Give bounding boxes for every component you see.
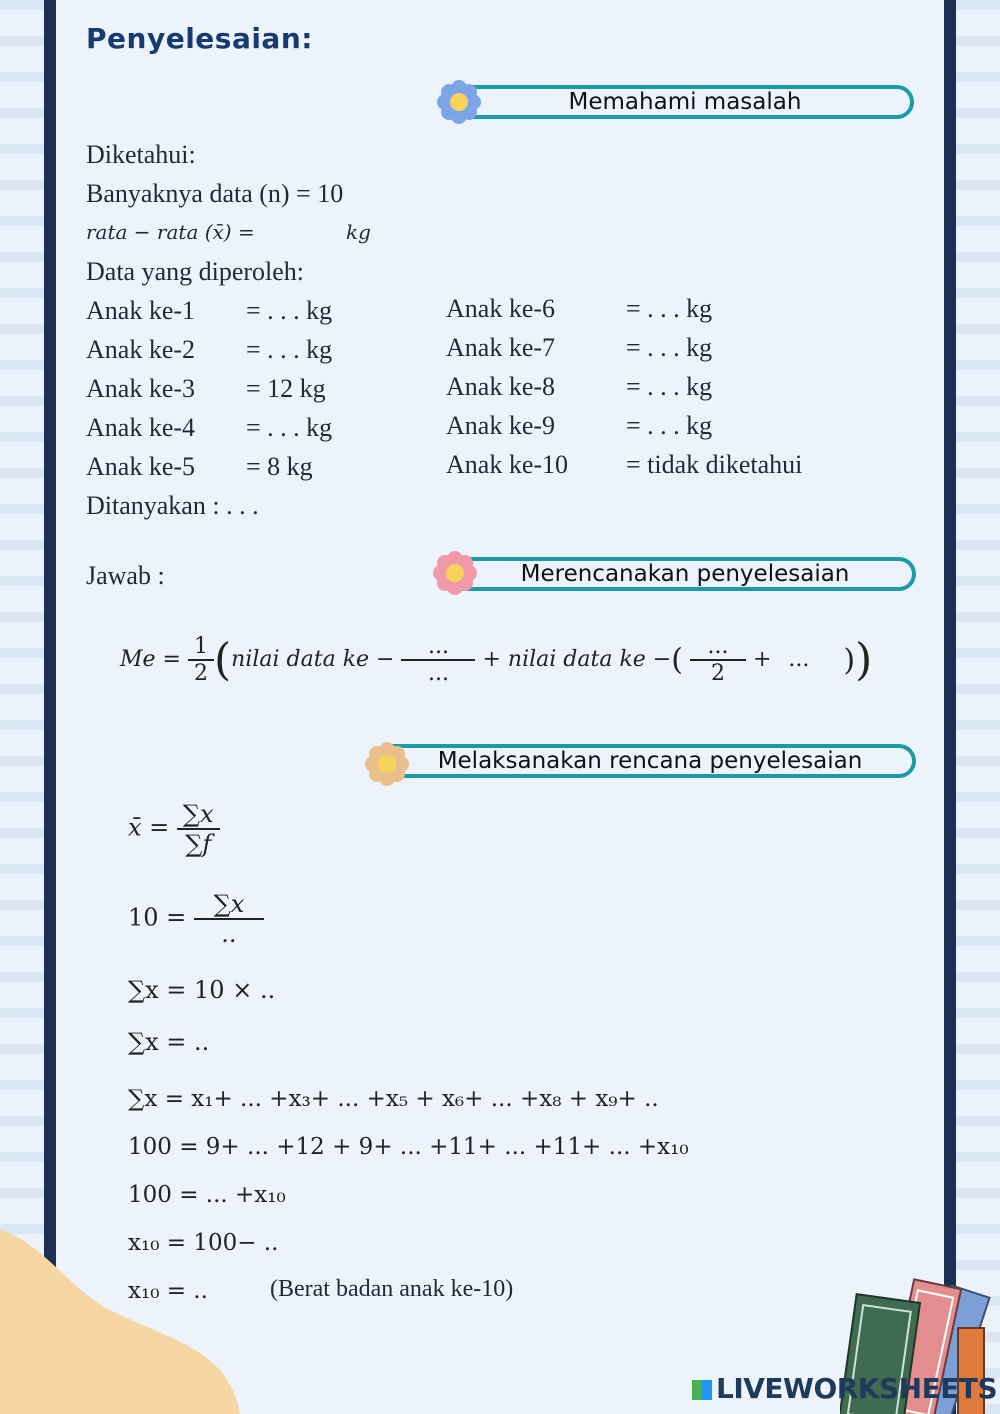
step-9: x₁₀ = .. bbox=[128, 1278, 208, 1304]
step2-num: ∑x bbox=[194, 890, 264, 920]
mean-unit: kg bbox=[346, 220, 371, 244]
mean-line: rata − rata (x̄) = bbox=[86, 220, 255, 244]
banner-plan-label: Merencanakan penyelesaian bbox=[520, 561, 850, 587]
child-name: Anak ke-7 bbox=[446, 333, 556, 362]
child-value: = . . . kg bbox=[246, 296, 333, 325]
child-value: = . . . kg bbox=[246, 413, 333, 442]
frac1 bbox=[401, 634, 475, 686]
formula-plus2: + bbox=[752, 647, 772, 672]
child-value: = . . . kg bbox=[626, 333, 713, 362]
child-name: Anak ke-8 bbox=[446, 372, 556, 401]
formula-lhs: Me = bbox=[120, 647, 181, 672]
data-label: Data yang diperoleh: bbox=[86, 257, 305, 286]
child-name: Anak ke-3 bbox=[86, 374, 196, 403]
child-name: Anak ke-5 bbox=[86, 452, 196, 481]
frac2-den: 2 bbox=[710, 661, 725, 686]
asked-line: Ditanyakan : . . . bbox=[86, 491, 259, 520]
child-value: = tidak diketahui bbox=[626, 450, 803, 479]
peach-flower-icon bbox=[364, 741, 410, 787]
child-value: = . . . kg bbox=[626, 372, 713, 401]
blue-flower-icon bbox=[436, 79, 482, 125]
child-name: Anak ke-6 bbox=[446, 294, 556, 323]
half-fraction bbox=[188, 634, 214, 686]
step-4: ∑x = .. bbox=[128, 1028, 210, 1056]
step1-lhs: x̄ = bbox=[128, 813, 170, 842]
child-name: Anak ke-1 bbox=[86, 296, 196, 325]
child-value: = . . . kg bbox=[626, 294, 713, 323]
logo-text: LIVEWORKSHEETS bbox=[716, 1372, 998, 1405]
frac2-num: ... bbox=[690, 634, 746, 661]
half-den: 2 bbox=[193, 661, 208, 686]
step1-den: ∑f bbox=[185, 830, 212, 858]
frac2 bbox=[690, 634, 746, 686]
formula-term2: nilai data ke − bbox=[507, 647, 672, 672]
decorative-blob bbox=[0, 1230, 240, 1414]
frac1-den: ... bbox=[427, 661, 449, 686]
half-num: 1 bbox=[188, 634, 214, 661]
logo-mark-icon bbox=[692, 1380, 712, 1400]
child-name: Anak ke-9 bbox=[446, 411, 556, 440]
banner-understand bbox=[460, 85, 914, 119]
child-name: Anak ke-10 bbox=[446, 450, 569, 479]
banner-understand-label: Memahami masalah bbox=[568, 89, 802, 115]
formula-plus: + bbox=[482, 647, 501, 672]
step-3: ∑x = 10 × .. bbox=[128, 976, 276, 1004]
step2-lhs: 10 = bbox=[128, 903, 187, 932]
child-value: = . . . kg bbox=[246, 335, 333, 364]
n-line: Banyaknya data (n) = 10 bbox=[86, 179, 344, 208]
page-title: Penyelesaian: bbox=[86, 22, 313, 55]
child-name: Anak ke-4 bbox=[86, 413, 196, 442]
child-value: = 12 kg bbox=[246, 374, 326, 403]
step-substitute bbox=[128, 890, 264, 948]
step-6: 100 = 9+ ... +12 + 9+ ... +11+ ... +11+ ... +x₁₀ bbox=[128, 1134, 689, 1160]
child-name: Anak ke-2 bbox=[86, 335, 196, 364]
banner-plan bbox=[458, 557, 916, 591]
known-label: Diketahui: bbox=[86, 140, 196, 169]
median-formula: Me = $\frac{1}{2}$ (nilai data ke − $\frac{...}{...}$ + nilai data ke −( $\frac{...}{2}$ + ... )) bbox=[120, 634, 873, 686]
answer-label: Jawab : bbox=[86, 561, 165, 590]
step2-fraction bbox=[194, 890, 264, 948]
step1-num: ∑x bbox=[177, 800, 220, 830]
step-5: ∑x = x₁+ ... +x₃+ ... +x₅ + x₆+ ... +x₈ + x₉+ .. bbox=[128, 1086, 659, 1112]
step-9-note: (Berat badan anak ke-10) bbox=[270, 1276, 514, 1302]
pink-flower-icon bbox=[432, 550, 478, 596]
formula-tail: ... bbox=[788, 647, 810, 672]
banner-execute bbox=[388, 744, 916, 778]
frac1-num: ... bbox=[401, 634, 475, 661]
child-value: = 8 kg bbox=[246, 452, 313, 481]
step-7: 100 = ... +x₁₀ bbox=[128, 1182, 286, 1208]
banner-execute-label: Melaksanakan rencana penyelesaian bbox=[437, 748, 863, 774]
step1-fraction bbox=[177, 800, 220, 858]
formula-term1: nilai data ke − bbox=[231, 647, 395, 672]
step-8: x₁₀ = 100− .. bbox=[128, 1230, 279, 1256]
child-value: = . . . kg bbox=[626, 411, 713, 440]
step2-den: .. bbox=[221, 920, 237, 948]
step-mean-definition bbox=[128, 800, 220, 858]
liveworksheets-logo bbox=[692, 1372, 997, 1405]
